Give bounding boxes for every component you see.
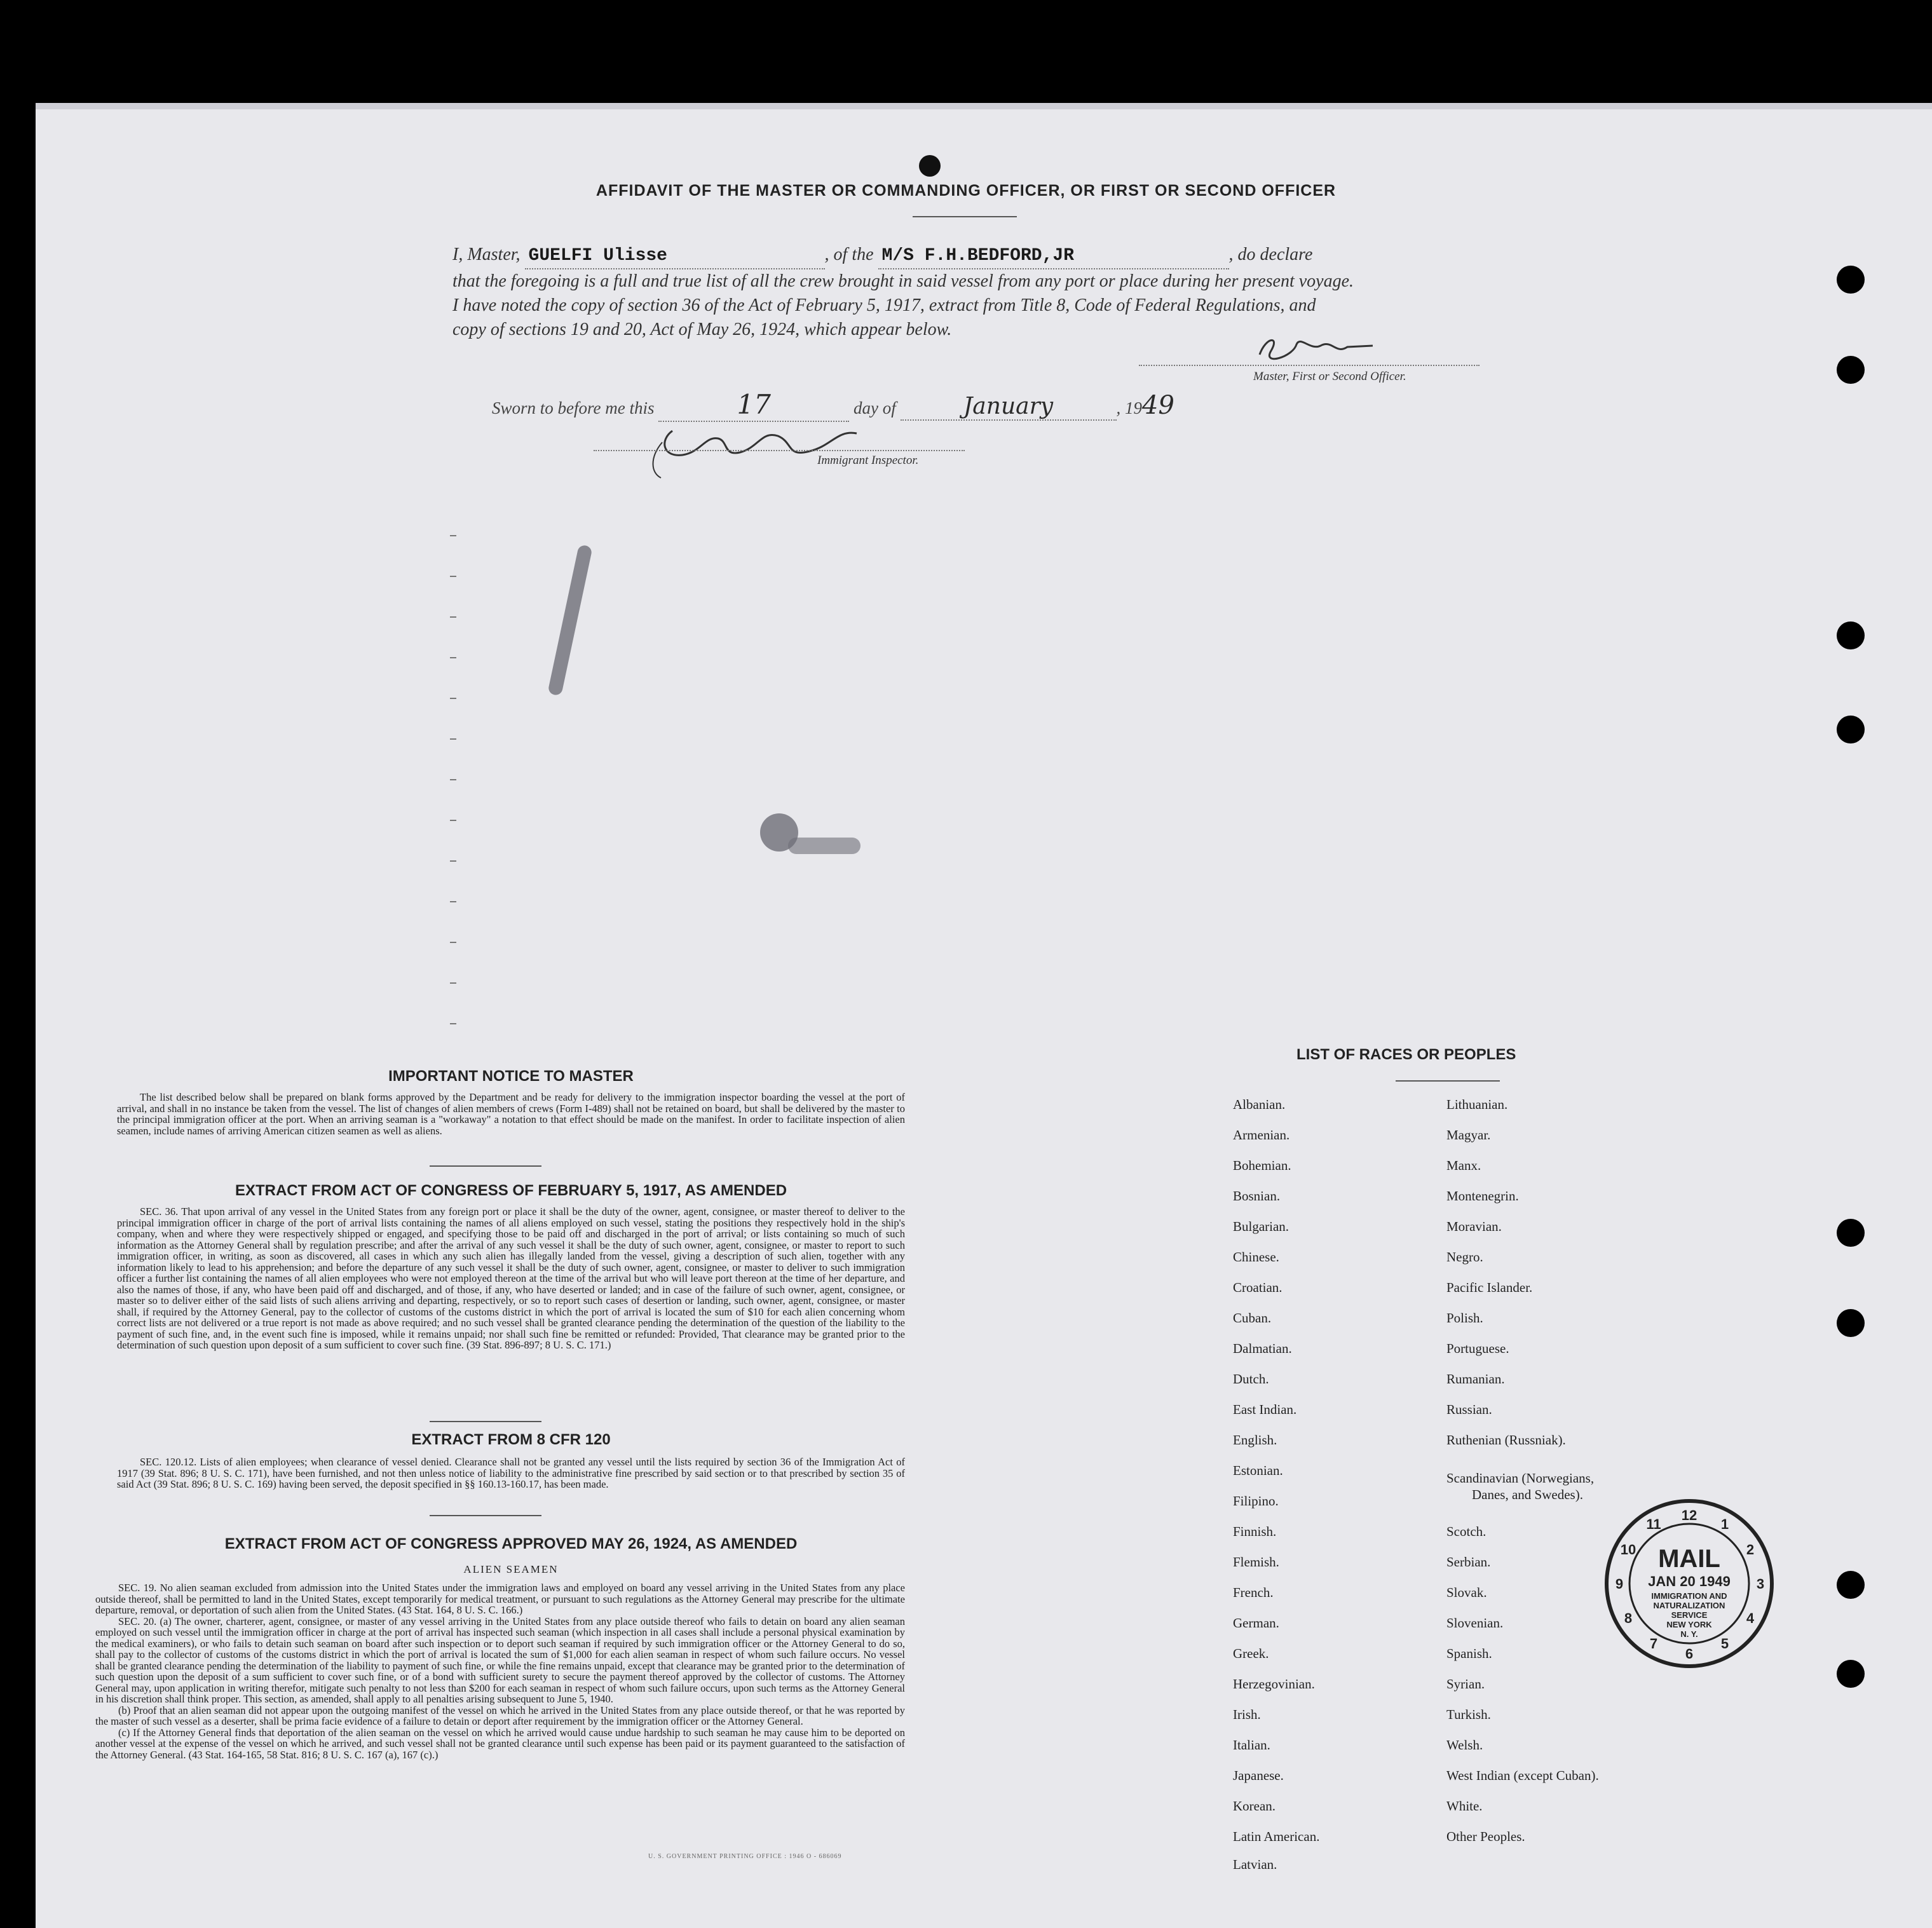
races-title: LIST OF RACES OR PEOPLES: [1296, 1046, 1516, 1063]
race-left: Cuban.: [1233, 1310, 1272, 1326]
race-right: Slovenian.: [1446, 1615, 1504, 1631]
punch-hole: [1837, 621, 1865, 649]
master-signature: [1252, 332, 1379, 363]
race-right: Magyar.: [1446, 1127, 1491, 1143]
master-signature-line: [1139, 365, 1480, 366]
sworn-year-value: 49: [1142, 391, 1174, 420]
punch-hole: [1837, 1660, 1865, 1688]
punch-hole: [1837, 1219, 1865, 1247]
extract-1917-body: [117, 1206, 905, 1351]
declaration-intro: I, Master,: [452, 245, 520, 264]
stamp-word: MAIL: [1658, 1545, 1720, 1573]
race-left: German.: [1233, 1615, 1279, 1631]
race-left: Dalmatian.: [1233, 1341, 1292, 1356]
race-right: Montenegrin.: [1446, 1188, 1519, 1204]
stamp-line: NATURALIZATION: [1653, 1601, 1725, 1610]
race-left: Flemish.: [1233, 1554, 1279, 1570]
stamp-clock-number: 9: [1615, 1576, 1624, 1592]
race-left: Chinese.: [1233, 1249, 1279, 1265]
sworn-day-of: day of: [854, 398, 896, 418]
title-rule: [913, 216, 1017, 217]
stamp-clock-number: 2: [1746, 1542, 1755, 1558]
race-right: Turkish.: [1446, 1707, 1491, 1722]
sworn-month: [901, 393, 1117, 421]
section-rule: [430, 1421, 541, 1422]
officer-name: GUELFI Ulisse: [525, 244, 825, 269]
race-left: French.: [1233, 1585, 1274, 1600]
margin-tick: [450, 698, 456, 699]
race-right: West Indian (except Cuban).: [1446, 1768, 1599, 1783]
stamp-line: N. Y.: [1680, 1629, 1698, 1639]
race-left: Dutch.: [1233, 1371, 1269, 1387]
mail-received-stamp: [1603, 1497, 1776, 1670]
race-left: Latvian.: [1233, 1857, 1277, 1872]
extract-1924-subtitle: ALIEN SEAMEN: [463, 1563, 559, 1575]
race-left: Armenian.: [1233, 1127, 1290, 1143]
margin-tick: [450, 901, 456, 902]
declaration-line-2: that the foregoing is a full and true list of all the crew brought in said vessel from any port or place during her present voyage.: [452, 271, 1354, 291]
stamp-clock-number: 1: [1720, 1516, 1729, 1532]
extract-1917-title: EXTRACT FROM ACT OF CONGRESS OF FEBRUARY 5, 1917, AS AMENDED: [235, 1182, 787, 1199]
declaration-line-4: copy of sections 19 and 20, Act of May 26, 1924, which appear below.: [452, 320, 952, 339]
margin-tick: [450, 820, 456, 821]
declaration-line-3: I have noted the copy of section 36 of the Act of February 5, 1917, extract from Title 8, Code of Federal Regulations, and: [452, 295, 1316, 315]
stamp-line: NEW YORK: [1666, 1620, 1712, 1629]
race-right: Welsh.: [1446, 1737, 1483, 1753]
race-left: Finnish.: [1233, 1524, 1277, 1539]
extract-1924-sec20b: (b) Proof that an alien seaman did not appear upon the outgoing manifest of the vessel on which he arrived in the United States from any place outside thereof, or that he was reported by the master of such vessel as a deserter, shall be prima facie evidence of a failure to detain or deport after requirement by the immigration officer or the Attorney General.: [95, 1704, 905, 1727]
inspector-caption: Immigrant Inspector.: [817, 454, 919, 467]
race-right: Scandinavian (Norwegians,: [1446, 1470, 1595, 1486]
race-right: Other Peoples.: [1446, 1829, 1525, 1844]
race-right: Danes, and Swedes).: [1472, 1487, 1583, 1502]
race-left: Irish.: [1233, 1707, 1261, 1722]
race-left: Herzegovinian.: [1233, 1676, 1315, 1692]
notice-body: [117, 1092, 905, 1136]
stamp-clock-number: 8: [1624, 1610, 1633, 1626]
race-right: Moravian.: [1446, 1219, 1502, 1234]
race-right: Russian.: [1446, 1402, 1492, 1417]
sworn-month-value: January: [963, 393, 1054, 419]
race-right: Rumanian.: [1446, 1371, 1505, 1387]
race-left: Greek.: [1233, 1646, 1269, 1661]
stamp-clock-number: 10: [1620, 1542, 1636, 1558]
margin-tick: [450, 738, 456, 740]
race-right: Pacific Islander.: [1446, 1280, 1533, 1295]
race-right: Ruthenian (Russniak).: [1446, 1432, 1566, 1448]
race-right: Syrian.: [1446, 1676, 1485, 1692]
margin-tick: [450, 860, 456, 862]
race-right: White.: [1446, 1798, 1483, 1814]
race-left: Korean.: [1233, 1798, 1276, 1814]
stamp-clock-number: 4: [1746, 1610, 1755, 1626]
race-right: Serbian.: [1446, 1554, 1491, 1570]
master-caption: Master, First or Second Officer.: [1253, 370, 1406, 383]
race-left: Italian.: [1233, 1737, 1270, 1753]
stamp-clock-number: 6: [1685, 1646, 1694, 1662]
sworn-day-value: 17: [737, 389, 771, 420]
inspector-signature-line: [594, 450, 965, 451]
stamp-clock-number: 5: [1720, 1636, 1729, 1652]
race-left: Japanese.: [1233, 1768, 1284, 1783]
extract-1924-sec20c: (c) If the Attorney General finds that deportation of the alien seaman on the vessel on which he arrived would cause undue hardship to such seaman he may cause him to be deported on another vessel at the expense of the vessel on which he arrived, and such vessel shall not be granted clearance until such expense has been paid or its payment guaranteed to the satisfaction of the Attorney General. (43 Stat. 164-165, 58 Stat. 816; 8 U. S. C. 167 (a), 167 (c).): [95, 1726, 905, 1761]
affidavit-title: AFFIDAVIT OF THE MASTER OR COMMANDING OFFICER, OR FIRST OR SECOND OFFICER: [595, 182, 1337, 200]
margin-tick: [450, 942, 456, 943]
stamp-clock-number: 7: [1649, 1636, 1658, 1652]
section-rule: [430, 1165, 541, 1167]
extract-1924-body: [95, 1582, 905, 1760]
notice-body-text: The list described below shall be prepared on blank forms approved by the Department and be ready for delivery to the immigration inspector boarding the vessel at the port of arrival, and shall in no instance be taken from the vessel. The list of changes of alien members of crews (Form I-489) shall not be retained on board, but shall be delivered by the master to the principal immigration officer at the port. When an arriving seaman is a "workaway" a notation to that effect should be made on the manifest. In order to facilitate inspection of alien seamen, include names of arriving American citizen seamen as well as aliens.: [117, 1091, 905, 1137]
race-left: English.: [1233, 1432, 1277, 1448]
of-the: , of the: [824, 245, 874, 264]
sworn-year-prefix: , 19: [1116, 398, 1142, 418]
notice-title: IMPORTANT NOTICE TO MASTER: [388, 1068, 634, 1085]
margin-tick: [450, 616, 456, 618]
race-right: Negro.: [1446, 1249, 1483, 1265]
race-left: Bohemian.: [1233, 1158, 1291, 1173]
extract-cfr-title: EXTRACT FROM 8 CFR 120: [411, 1431, 611, 1448]
extract-1917-text: SEC. 36. That upon arrival of any vessel in the United States from any foreign port or place it shall be the duty of the owner, agent, consignee, or master thereof to deliver to the principal immigration officer in charge of the port of arrival lists containing the names of all aliens employed on such vessel, stating the positions they respectively hold in the ship's company, when and where they were respectively shipped or engaged, and specifying those to be paid off and discharged in the port of arrival; or lists containing so much of such information as the Attorney General shall by regulation prescribe; and after the arrival of any such vessel it shall be the duty of such owner, agent, consignee, or master to report to such immigration officer, in writing, as soon as discovered, all cases in which any such alien has illegally landed from the vessel, giving a description of such alien, together with any information likely to lead to his apprehension; and before the departure of any such vessel it shall be the duty of such owner, agent, consignee, or master to deliver to such immigration officer a further list containing the names of all alien employees who were not employed thereon at the time of the arrival but who will leave port thereon at the time of her departure, and also the names of those, if any, who have been paid off and discharged, and of those, if any, who have deserted or landed; and in case of the failure of such owner, agent, consignee, or master so to deliver either of the said lists of such aliens arriving and departing, respectively, or so to report such cases of desertion or landing, such owner, agent, consignee, or master shall, if required by the Attorney General, pay to the collector of customs of the customs district in which the port of arrival is located the sum of $10 for each alien concerning whom correct lists are not delivered or a true report is not made as above required; and no such vessel shall be granted clearance pending the determination of the question of the liability to the payment of such fine, and, in the event such fine is imposed, while it remains unpaid; nor shall such fine be remitted or refunded: Provided, That clearance may be granted prior to the determination of such question upon deposit of a sum sufficient to cover such fine. (39 Stat. 896-897; 8 U. S. C. 171.): [117, 1205, 905, 1351]
stamp-line: IMMIGRATION AND: [1651, 1591, 1727, 1601]
stamp-clock-number: 3: [1756, 1576, 1765, 1592]
punch-hole: [1837, 1571, 1865, 1599]
ink-smear: [788, 838, 861, 854]
do-declare: , do declare: [1228, 245, 1313, 264]
race-right: Slovak.: [1446, 1585, 1487, 1600]
race-left: Bulgarian.: [1233, 1219, 1289, 1234]
stamp-date: JAN 20 1949: [1648, 1573, 1731, 1589]
sworn-prefix: Sworn to before me this: [492, 398, 655, 418]
extract-1924-sec19: SEC. 19. No alien seaman excluded from admission into the United States under the immigration laws and employed on board any vessel arriving in the United States from any place outside thereof, shall be permitted to land in the United States, except temporarily for medical treatment, or pursuant to such regulations as the Attorney General may prescribe for the ultimate departure, removal, or deportation of such alien from the United States. (43 Stat. 164, 8 U. S. C. 166.): [95, 1582, 905, 1616]
margin-tick: [450, 1023, 456, 1024]
margin-tick: [450, 657, 456, 658]
extract-1924-title: EXTRACT FROM ACT OF CONGRESS APPROVED MAY 26, 1924, AS AMENDED: [224, 1535, 798, 1552]
punch-hole: [1837, 266, 1865, 294]
stamp-clock-number: 12: [1681, 1507, 1697, 1523]
race-left: Latin American.: [1233, 1829, 1320, 1844]
stamp-line: SERVICE: [1671, 1610, 1708, 1620]
printing-office-footer: U. S. GOVERNMENT PRINTING OFFICE : 1946 O - 686069: [648, 1853, 842, 1860]
race-left: Filipino.: [1233, 1493, 1279, 1509]
race-left: Albanian.: [1233, 1097, 1286, 1112]
race-right: Manx.: [1446, 1158, 1481, 1173]
extract-cfr-text: SEC. 120.12. Lists of alien employees; when clearance of vessel denied. Clearance shall not be granted any vessel until the lists required by section 36 of the Immigration Act of 1917 (39 Stat. 896; 8 U. S. C. 171), have been furnished, and not then unless notice of liability to the administrative fine prescribed by said section or to that prescribed by section 35 of said Act (39 Stat. 896; 8 U. S. C. 169) having been served, the deposit specified in §§ 160.13-160.17, has been made.: [117, 1456, 905, 1490]
vessel-name: M/S F.H.BEDFORD,JR: [878, 244, 1229, 269]
extract-cfr-body: [117, 1456, 905, 1490]
inspector-signature: [647, 417, 888, 480]
race-right: Scotch.: [1446, 1524, 1486, 1539]
section-rule: [430, 1515, 541, 1516]
punch-hole: [1837, 1309, 1865, 1337]
race-left: Estonian.: [1233, 1463, 1283, 1478]
sheet-top-edge: [36, 103, 1932, 109]
race-right: Polish.: [1446, 1310, 1483, 1326]
margin-tick: [450, 535, 456, 536]
stamp-clock-number: 11: [1646, 1516, 1661, 1532]
race-right: Portuguese.: [1446, 1341, 1509, 1356]
punch-hole: [1837, 716, 1865, 743]
race-right: Lithuanian.: [1446, 1097, 1508, 1112]
extract-1924-sec20a: SEC. 20. (a) The owner, charterer, agent, consignee, or master of any vessel arriving in the United States from any place outside thereof who fails to detain on board any alien seaman employed on such vessel until the immigration officer in charge at the port of arrival has inspected such seaman (which inspection in all cases shall include a personal physical examination by the medical examiners), or who fails to detain such seaman on board after such inspection or to deport such seaman if required by such immigration officer or the Attorney General to do so, shall pay to the collector of customs of the customs district in which the port of arrival is located the sum of $1,000 for each alien seaman in respect of whom such failure occurs. No vessel shall be granted clearance pending the determination of the liability to payment of such fine, or while the fine remains unpaid, except that clearance may be granted prior to the determination of such question upon the deposit of a sum sufficient to cover such fine, or of a bond with sufficient surety to secure the payment thereof approved by the collector of customs. The Attorney General may, upon application in writing therefor, mitigate such penalty to not less than $200 for each seaman in respect of whom such failure occurs, upon such terms as the Attorney General in his discretion shall think proper. This section, as amended, shall apply to all penalties arising subsequent to June 5, 1940.: [95, 1615, 905, 1705]
margin-tick: [450, 779, 456, 780]
race-left: Bosnian.: [1233, 1188, 1281, 1204]
binding-hole: [919, 155, 941, 177]
punch-hole: [1837, 356, 1865, 384]
race-left: Croatian.: [1233, 1280, 1282, 1295]
margin-tick: [450, 982, 456, 984]
declaration-text: [452, 243, 1482, 342]
margin-tick: [450, 576, 456, 577]
race-left: East Indian.: [1233, 1402, 1297, 1417]
races-rule: [1396, 1080, 1500, 1082]
race-right: Spanish.: [1446, 1646, 1492, 1661]
